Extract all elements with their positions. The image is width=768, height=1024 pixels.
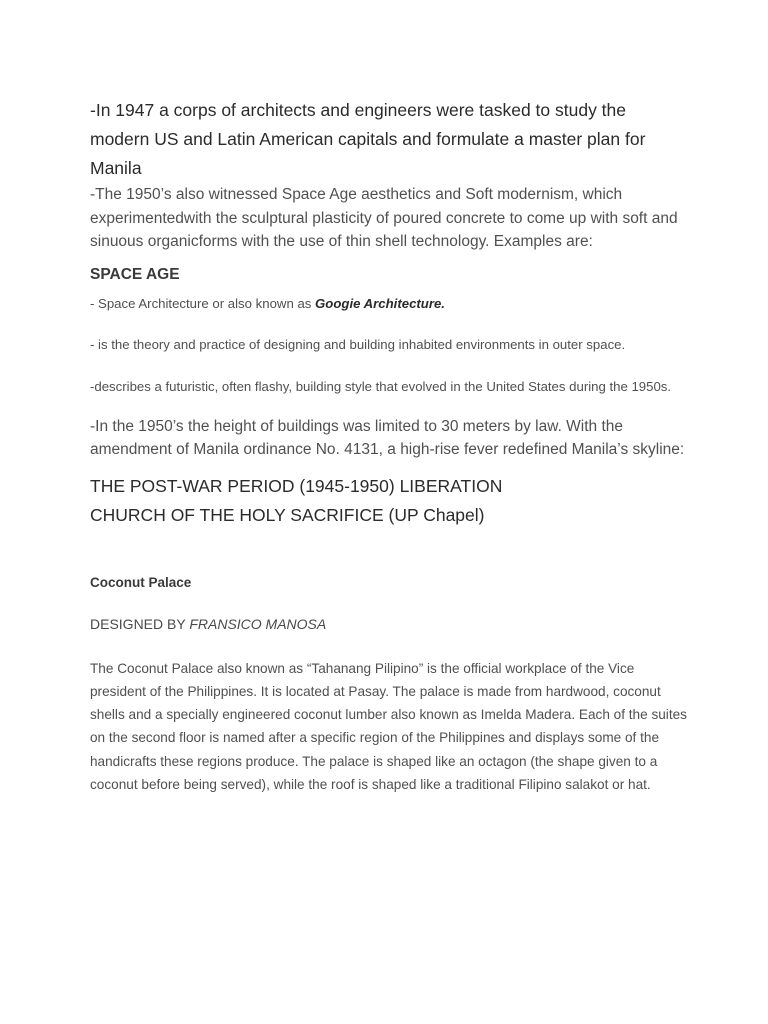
height-limit-paragraph: -In the 1950’s the height of buildings was limited to 30 meters by law. With the amendment of Manila ordinance No. 4131, a high-rise fever redefined Manila’s skyline:: [90, 417, 685, 458]
post-war-period-heading: THE POST-WAR PERIOD (1945-1950) LIBERATION: [90, 475, 503, 496]
designer-name: FRANSICO MANOSA: [189, 615, 327, 632]
document-page: [90, 96, 690, 796]
designed-by-line: [90, 616, 690, 632]
theory-paragraph: - is the theory and practice of designing and building inhabited environments in outer space.: [90, 336, 626, 352]
coconut-palace-heading: Coconut Palace: [90, 574, 192, 590]
soft-modernism-paragraph: -The 1950’s also witnessed Space Age aesthetics and Soft modernism, which experimentedwith the sculptural plasticity of poured concrete to come up with soft and sinuous organicforms with the use of thin shell technology. Examples are:: [90, 186, 678, 250]
coconut-palace-paragraph: The Coconut Palace also known as “Tahanang Pilipino” is the official workplace of the Vice president of the Philippines. It is located at Pasay. The palace is made from hardwood, coconut shells and a specially engineered coconut lumber also known as Imelda Madera. Each of the suites on the second floor is named after a specific region of the Philippines and displays some of the handicrafts these regions produce. The palace is shaped like an octagon (the shape given to a coconut before being served), while the roof is shaped like a traditional Filipino salakot or hat.: [90, 660, 687, 792]
space-age-heading: SPACE AGE: [90, 265, 180, 283]
intro-paragraph: -In 1947 a corps of architects and engineers were tasked to study the modern US and Latin American capitals and formulate a master plan for Manila: [90, 100, 646, 178]
googie-architecture-term: Googie Architecture.: [315, 295, 445, 311]
designed-by-prefix: DESIGNED BY: [90, 615, 190, 632]
space-architecture-prefix: - Space Architecture or also known as: [90, 295, 316, 311]
describes-paragraph: -describes a futuristic, often flashy, building style that evolved in the United States during the 1950s.: [90, 378, 672, 394]
holy-sacrifice-heading: CHURCH OF THE HOLY SACRIFICE (UP Chapel): [90, 505, 485, 525]
space-architecture-line: [90, 292, 690, 315]
